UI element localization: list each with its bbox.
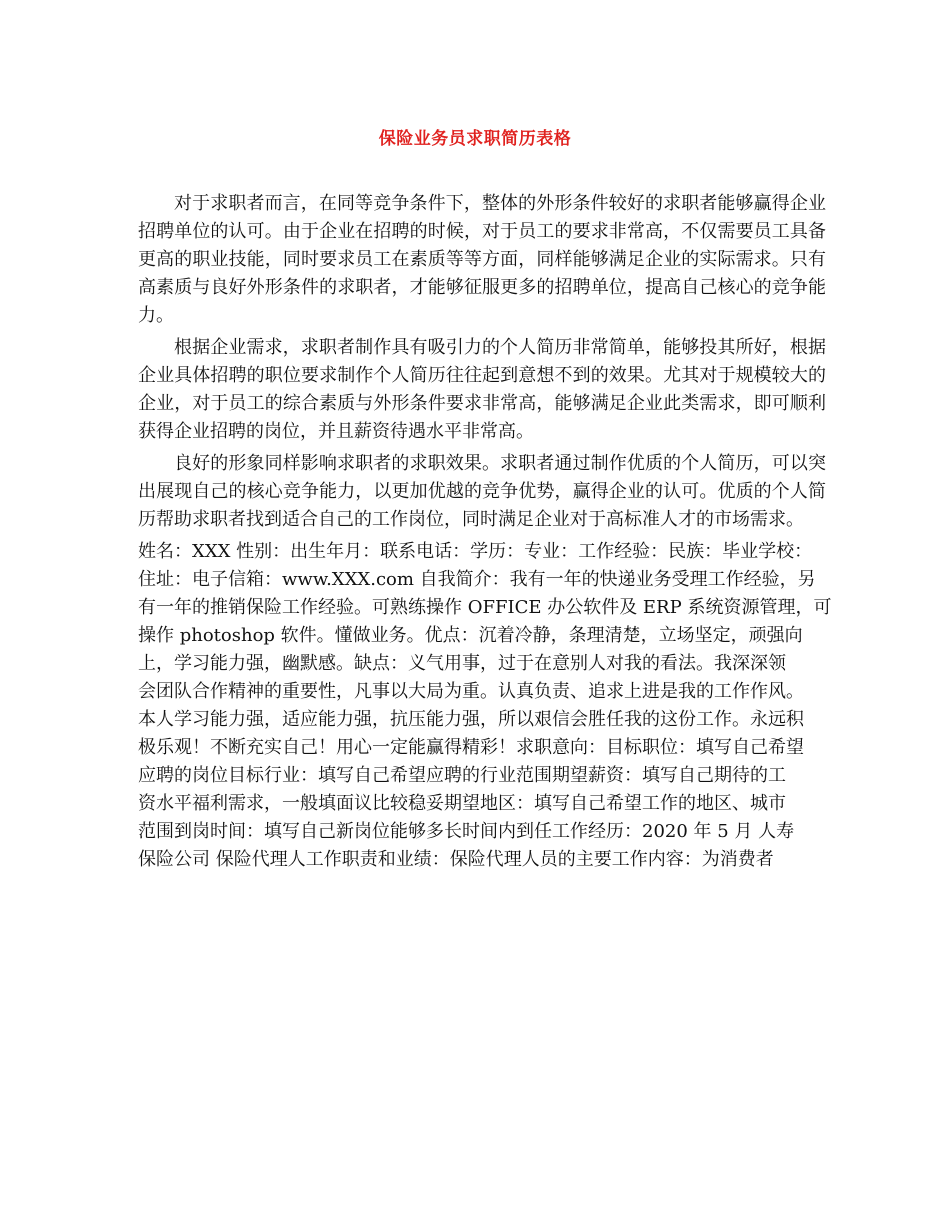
resume-line: 有一年的推销保险工作经验。可熟练操作 OFFICE 办公软件及 ERP 系统资源管理，可 xyxy=(138,597,832,618)
resume-line: 保险公司 保险代理人工作职责和业绩：保险代理人员的主要工作内容：为消费者 xyxy=(138,849,774,870)
resume-line: 极乐观！不断充实自己！用心一定能赢得精彩！求职意向：目标职位：填写自己希望 xyxy=(138,737,804,758)
resume-line: 范围到岗时间：填写自己新岗位能够多长时间内到任工作经历：2020 年 5 月 人寿 xyxy=(138,821,795,842)
intro-paragraph-2: 根据企业需求，求职者制作具有吸引力的个人简历非常简单，能够投其所好，根据企业具体招聘的职位要求制作个人简历往往起到意想不到的效果。尤其对于规模较大的企业，对于员工的综合素质与外形条件要求非常高，能够满足企业此类需求，即可顺利获得企业招聘的岗位，并且薪资待遇水平非常高。 xyxy=(138,337,826,442)
intro-paragraph-1: 对于求职者而言，在同等竞争条件下，整体的外形条件较好的求职者能够赢得企业招聘单位的认可。由于企业在招聘的时候，对于员工的要求非常高，不仅需要员工具备更高的职业技能，同时要求员工在素质等等方面，同样能够满足企业的实际需求。只有高素质与良好外形条件的求职者，才能够征服更多的招聘单位，提高自己核心的竞争能力。 xyxy=(138,193,826,326)
intro-paragraph-3: 良好的形象同样影响求职者的求职效果。求职者通过制作优质的个人简历，可以突出展现自己的核心竞争能力，以更加优越的竞争优势，赢得企业的认可。优质的个人简历帮助求职者找到适合自己的工作岗位，同时满足企业对于高标准人才的市场需求。 xyxy=(138,453,826,530)
resume-line: 姓名：XXX 性别：出生年月：联系电话：学历：专业：工作经验：民族：毕业学校： xyxy=(138,541,813,562)
resume-line: 会团队合作精神的重要性，凡事以大局为重。认真负责、追求上进是我的工作作风。 xyxy=(138,681,804,702)
resume-section xyxy=(138,538,832,874)
resume-line: 上，学习能力强，幽默感。缺点：义气用事，过于在意别人对我的看法。我深深领 xyxy=(138,653,786,674)
document-body xyxy=(138,190,832,874)
resume-line: 本人学习能力强，适应能力强，抗压能力强，所以艰信会胜任我的这份工作。永远积 xyxy=(138,709,804,730)
resume-line: 应聘的岗位目标行业：填写自己希望应聘的行业范围期望薪资：填写自己期待的工 xyxy=(138,765,786,786)
resume-line: 资水平福利需求，一般填面议比较稳妥期望地区：填写自己希望工作的地区、城市 xyxy=(138,793,786,814)
document-title: 保险业务员求职简历表格 xyxy=(378,129,572,149)
resume-line: 操作 photoshop 软件。懂做业务。优点：沉着冷静，条理清楚，立场坚定，顽强向 xyxy=(138,625,803,646)
resume-line: 住址：电子信箱：www.XXX.com 自我简介：我有一年的快递业务受理工作经验，另 xyxy=(138,569,816,590)
